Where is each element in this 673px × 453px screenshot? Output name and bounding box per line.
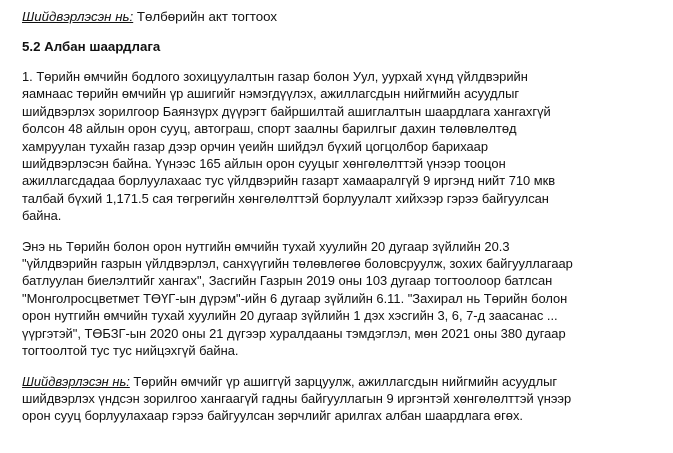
paragraph-line: орон сууц борлуулахаар гэрээ байгуулсан зөрчлийг арилгах албан шаардлага өгөх.: [22, 408, 523, 424]
resolution-summary-line: [22, 8, 658, 26]
paragraph-line: "үйлдвэрийн газрын үйлдвэрлэл, санхүүгийн төлөвлөгөө боловсруулж, зохих байгууллагаар: [22, 256, 573, 272]
paragraph-line: талбай бүхий 1,171.5 сая төгрөгийн хөнгөлөлттэй борлуулалт хийхээр гэрээ байгуулсан: [22, 190, 549, 206]
paragraph-2: [22, 238, 658, 360]
paragraph-line: байна.: [22, 208, 62, 224]
paragraph-line: Энэ нь Төрийн болон орон нутгийн өмчийн тухай хуулийн 20 дугаар зүйлийн 20.3: [22, 238, 510, 254]
paragraph-line: шийдвэрлэсэн байна. Үүнээс 165 айлын орон сууцыг хөнгөлөлттэй үнээр тооцон: [22, 156, 506, 172]
paragraph-line: яамнаас төрийн өмчийн үр ашигийг нэмэгдүүлэх, ажиллагсдын нийгмийн асуудлыг: [22, 86, 520, 102]
paragraph-line: [22, 373, 658, 390]
resolution-label: Шийдвэрлэсэн нь:: [22, 373, 130, 389]
paragraph-line: тогтоолтой тус тус нийцэхгүй байна.: [22, 343, 239, 359]
section-heading: 5.2 Албан шаардлага: [22, 39, 161, 54]
resolution-text: Төрийн өмчийг үр ашиггүй зарцуулж, ажиллагсдын нийгмийн асуудлыг: [129, 373, 558, 389]
paragraph-line: орон нутгийн өмчийн тухай хуулийн 20 дугаар зүйлийн 1 дэх хэсгийн 3, 6, 7-д заасанас ...: [22, 308, 558, 324]
document-page: [22, 8, 658, 425]
paragraph-line: болсон 48 айлын орон сууц, автограш, спорт заалны барилгыг дахин төлөвлөлтөд: [22, 121, 517, 137]
paragraph-line: шийдвэрлэх үндсэн зорилгоо хангаагүй гадны байгууллагын 9 иргэнтэй хөнгөлөлттэй үнээр: [22, 390, 572, 406]
resolution-text: Төлбөрийн акт тогтоох: [133, 9, 278, 24]
paragraph-1: [22, 68, 658, 225]
paragraph-line: үүргэтэй", ТӨБЗГ-ын 2020 оны 21 дүгээр хуралдааны тэмдэглэл, мөн 2021 оны 380 дугаар: [22, 325, 566, 341]
paragraph-line: шийдвэрлэх зорилгоор Баянзүрх дүүрэгт байршилтай ашиглалтын шаардлага хангахгүй: [22, 103, 551, 119]
paragraph-3: [22, 373, 658, 425]
resolution-label: Шийдвэрлэсэн нь:: [22, 9, 134, 24]
paragraph-line: хамруулан тухайн газар дээр орчин үеийн шийдэл бүхий цогцолбор барихаар: [22, 138, 489, 154]
paragraph-line: батлуулан биелэлтийг хангах", Засгийн Газрын 2019 оны 103 дугаар тогтоолоор батлсан: [22, 273, 553, 289]
paragraph-line: ажиллагсдадаа борлуулахаас тус үйлдвэрийн газарт хамааралгүй 9 иргэнд нийт 710 мкв: [22, 173, 556, 189]
paragraph-line: 1. Төрийн өмчийн бодлого зохицуулалтын газар болон Уул, уурхай хүнд үйлдвэрийн: [22, 69, 528, 84]
paragraph-line: "Монголросцветмет ТӨҮГ-ын дүрэм"-ийн 6 дугаар зүйлийн 6.11. "Захирал нь Төрийн болон: [22, 290, 568, 306]
